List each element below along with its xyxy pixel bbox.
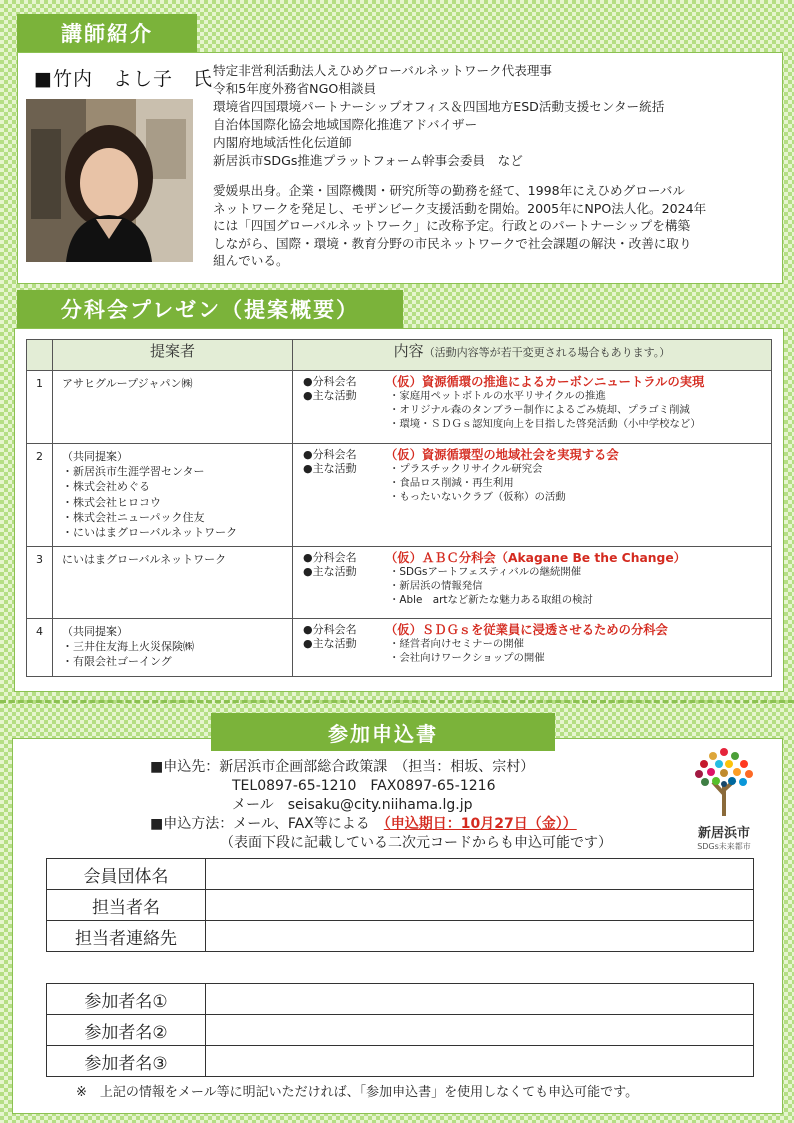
table-header-row	[27, 340, 772, 371]
spacer	[303, 403, 385, 417]
activity-item: ・家庭用ペットボトルの水平リサイクルの推進	[389, 390, 606, 402]
field-label: 参加者名②	[47, 1015, 206, 1046]
contact-person-field[interactable]	[206, 890, 754, 921]
activity-item: ・経営者向けセミナーの開催	[389, 638, 525, 650]
session-name-line	[303, 623, 767, 637]
contact-info-field[interactable]	[206, 921, 754, 952]
activity-line	[303, 593, 767, 607]
form-row	[47, 890, 754, 921]
spacer	[303, 651, 385, 665]
row-number: 2	[27, 444, 53, 547]
row-number: 3	[27, 547, 53, 619]
field-label: 担当者名	[47, 890, 206, 921]
bio-line: 組んでいる。	[213, 253, 289, 268]
content-cell	[293, 547, 772, 619]
deadline: （申込期日：10月27日（金））	[383, 816, 577, 832]
table-row	[27, 371, 772, 444]
title-line: 令和5年度外務省NGO相談員	[213, 81, 377, 96]
activity-item: ・もったいないクラブ（仮称）の活動	[389, 491, 566, 503]
content-cell	[293, 371, 772, 444]
title-line: 環境省四国環境パートナーシップオフィス＆四国地方ESD活動支援センター統括	[213, 99, 665, 114]
activity-label: ●主な活動	[303, 462, 357, 475]
participant-2-field[interactable]	[206, 1015, 754, 1046]
content-cell	[293, 444, 772, 547]
spacer	[303, 417, 385, 431]
activity-line	[303, 565, 767, 579]
instructor-bio	[213, 182, 773, 270]
apply-to-line: ■申込先：新居浜市企画部総合政策課 （担当：相坂、宗村）	[150, 759, 535, 775]
instructor-name: ■竹内 よし子 氏	[34, 68, 213, 90]
proposer-cell	[53, 371, 293, 444]
activity-label: ●主な活動	[303, 637, 357, 650]
proposer-line: アサヒグループジャパン㈱	[62, 377, 193, 390]
num-header	[27, 340, 53, 371]
instructor-photo	[26, 99, 193, 262]
activity-line	[303, 651, 767, 665]
content-header	[293, 340, 772, 371]
title-line: 自治体国際化協会地域国際化推進アドバイザー	[213, 117, 478, 132]
field-label: 参加者名③	[47, 1046, 206, 1077]
proposer-line: ・有限会社ゴーイング	[62, 655, 172, 669]
participant-form-table	[46, 983, 754, 1077]
field-label: 担当者連絡先	[47, 921, 206, 952]
method-text: ■申込方法：メール、FAX等による	[150, 816, 370, 832]
activity-item: ・食品ロス削減・再生利用	[389, 477, 514, 489]
proposer-line: （共同提案）	[62, 625, 128, 638]
form-row	[47, 984, 754, 1015]
qr-note-line: （表面下段に記載している二次元コードからも申込可能です）	[220, 835, 612, 851]
activity-line	[303, 490, 767, 504]
bio-line: ネットワークを発足し、モザンビーク支援活動を開始。2005年にNPO法人化。2024年	[213, 200, 707, 216]
bio-line: 愛媛県出身。企業・国際機関・研究所等の勤務を経て、1998年にえひめグローバル	[213, 183, 685, 198]
participant-1-field[interactable]	[206, 984, 754, 1015]
proposer-line: ・株式会社めぐる	[62, 480, 150, 494]
activity-line	[303, 417, 767, 431]
title-line: 特定非営利活動法人えひめグローバルネットワーク代表理事	[213, 63, 553, 78]
proposer-cell	[53, 547, 293, 619]
session-name-label: ●分科会名	[303, 375, 357, 388]
proposer-line: ・株式会社ニューパック住友	[62, 510, 205, 524]
session-name-line	[303, 375, 767, 389]
table-row	[27, 547, 772, 619]
session-name-label: ●分科会名	[303, 623, 357, 636]
footnote: ※ 上記の情報をメール等に明記いただければ、「参加申込書」を使用しなくても申込可能です。	[76, 1085, 639, 1100]
bio-line: には「四国グローバルネットワーク」に改称予定。行政とのパートナーシップを構築	[213, 218, 691, 233]
participant-3-field[interactable]	[206, 1046, 754, 1077]
session-name-line	[303, 448, 767, 462]
session-name-label: ●分科会名	[303, 448, 357, 461]
activity-item: ・新居浜の情報発信	[389, 580, 483, 592]
organization-name-field[interactable]	[206, 859, 754, 890]
form-row	[47, 1046, 754, 1077]
activity-line	[303, 579, 767, 593]
activity-item: ・SDGsアートフェスティバルの継続開催	[389, 566, 582, 578]
form-row	[47, 1015, 754, 1046]
proposer-header: 提案者	[53, 340, 293, 371]
activity-line	[303, 476, 767, 490]
proposer-cell	[53, 444, 293, 547]
instructor-titles	[213, 62, 664, 170]
row-number: 1	[27, 371, 53, 444]
tree-logo-icon	[689, 744, 759, 816]
table-row	[27, 619, 772, 677]
session-title: （仮）資源循環型の地域社会を実現する会	[385, 448, 619, 462]
form-row	[47, 921, 754, 952]
presentation-header: 分科会プレゼン（提案概要）	[17, 290, 403, 328]
session-name-label: ●分科会名	[303, 551, 357, 564]
activity-label: ●主な活動	[303, 565, 357, 578]
application-header: 参加申込書	[211, 713, 555, 751]
activity-item: ・プラスチックリサイクル研究会	[389, 463, 543, 475]
logo-city-name: 新居浜市	[697, 826, 750, 841]
proposal-table	[26, 339, 772, 677]
title-line: 新居浜市SDGs推進プラットフォーム幹事会委員 など	[213, 153, 523, 168]
row-number: 4	[27, 619, 53, 677]
proposer-line: ・株式会社ヒロコウ	[62, 495, 161, 509]
proposer-line: （共同提案）	[62, 450, 128, 463]
activity-line	[303, 403, 767, 417]
content-header-note: （活動内容等が若干変更される場合もあります。）	[423, 346, 671, 359]
field-label: 会員団体名	[47, 859, 206, 890]
instructor-header: 講師紹介	[17, 14, 197, 52]
application-info	[150, 758, 612, 853]
activity-item: ・Able artなど新たな魅力ある取組の検討	[389, 594, 593, 606]
session-name-line	[303, 551, 767, 565]
content-cell	[293, 619, 772, 677]
proposer-line: ・にいはまグローバルネットワーク	[62, 526, 238, 540]
content-header-label: 内容	[393, 342, 424, 360]
spacer	[303, 593, 385, 607]
activity-line	[303, 637, 767, 651]
proposer-line: ・三井住友海上火災保険㈱	[62, 640, 194, 654]
session-title: （仮）ＳＤＧｓを従業員に浸透させるための分科会	[385, 623, 668, 637]
group-form-table	[46, 858, 754, 952]
logo-subtitle: SDGs未来都市	[697, 842, 751, 851]
proposer-cell	[53, 619, 293, 677]
activity-item: ・会社向けワークショップの開催	[389, 652, 545, 664]
activity-item: ・環境・ＳＤＧｓ認知度向上を目指した啓発活動（小中学校など）	[389, 418, 701, 430]
table-row	[27, 444, 772, 547]
activity-line	[303, 462, 767, 476]
phone-fax-line: TEL0897-65-1210 FAX0897-65-1216	[232, 778, 496, 794]
activity-label: ●主な活動	[303, 389, 357, 402]
method-line	[150, 815, 612, 834]
cut-line	[0, 700, 794, 703]
activity-item: ・オリジナル森のタンブラー制作によるごみ焼却、プラゴミ削減	[389, 404, 690, 416]
city-logo	[686, 744, 762, 854]
form-row	[47, 859, 754, 890]
field-label: 参加者名①	[47, 984, 206, 1015]
bio-line: しながら、国際・環境・教育分野の市民ネットワークで社会課題の解決・改善に取り	[213, 235, 692, 251]
spacer	[303, 579, 385, 593]
session-title: （仮）ＡＢＣ分科会（Akagane Be the Change）	[385, 551, 686, 565]
email-line: メール seisaku@city.niihama.lg.jp	[232, 797, 473, 813]
activity-line	[303, 389, 767, 403]
spacer	[303, 476, 385, 490]
title-line: 内閣府地域活性化伝道師	[213, 135, 352, 150]
proposer-line: ・新居浜市生涯学習センター	[62, 465, 205, 479]
proposer-line: にいはまグローバルネットワーク	[62, 553, 227, 566]
spacer	[303, 490, 385, 504]
session-title: （仮）資源循環の推進によるカーボンニュートラルの実現	[385, 375, 705, 389]
